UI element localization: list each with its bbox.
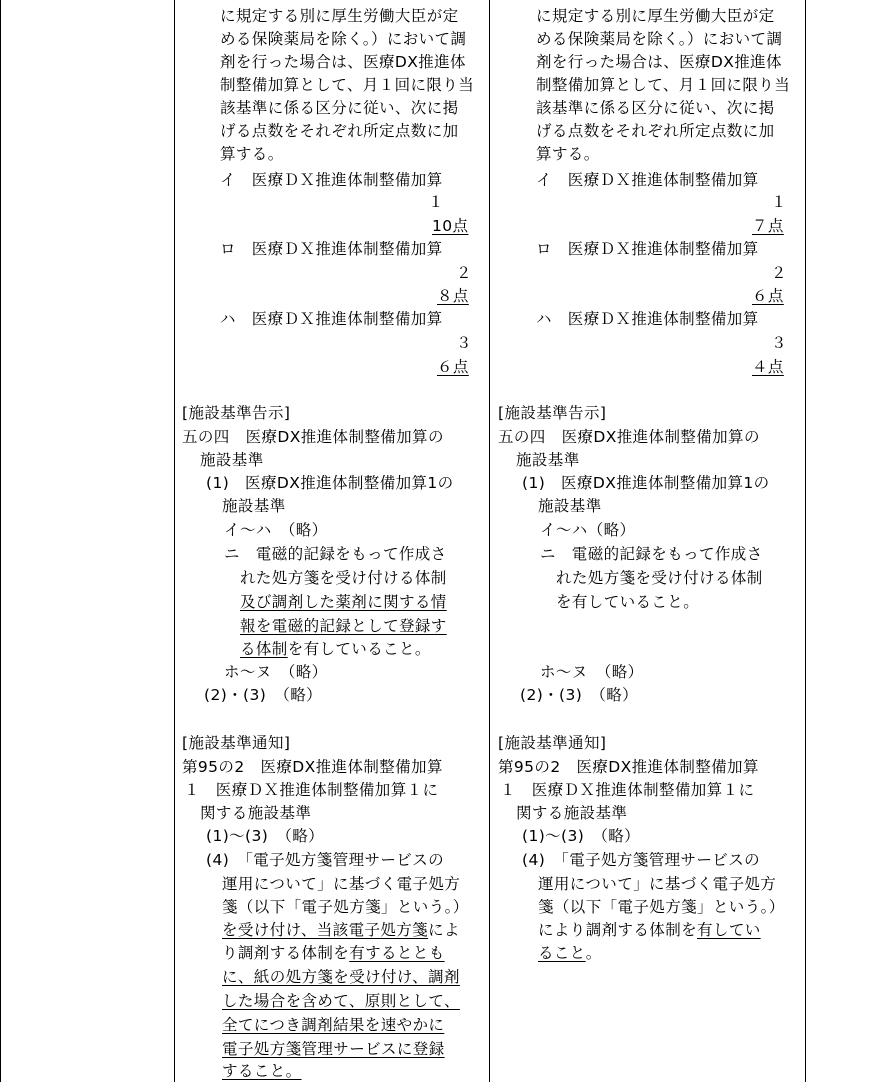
addition-item-ro-number: ２	[771, 264, 787, 282]
text-line: 剤を行った場合は、医療DX推進体	[536, 53, 782, 71]
text-line: 運用について」に基づく電子処方	[538, 875, 777, 893]
addition-item-i-points: ７点	[752, 217, 784, 235]
section-heading-tsuchi: [施設基準通知]	[182, 734, 291, 752]
addition-item-ha-label: ハ 医療ＤＸ推進体制整備加算	[220, 310, 443, 328]
text-fragment: を有していること。	[287, 640, 431, 658]
text-line: 施設基準	[516, 451, 580, 469]
text-fragment: により調剤する体制を	[538, 921, 698, 939]
comparison-table	[174, 0, 806, 1082]
text-line: 施設基準	[222, 497, 286, 515]
addition-item-i-points: 10点	[432, 217, 469, 235]
text-line: １ 医療ＤＸ推進体制整備加算１に	[184, 781, 439, 799]
addition-item-ro-points: ６点	[752, 287, 784, 305]
addition-item-ro-points: ８点	[437, 287, 469, 305]
text-line: める保険薬局を除く。）において調	[220, 30, 467, 48]
text-line	[222, 920, 460, 940]
addition-item-ro-number: ２	[456, 264, 472, 282]
text-line: 関する施設基準	[516, 804, 628, 822]
text-line-underlined: した場合を含めて、原則として、	[222, 992, 460, 1010]
text-line	[240, 639, 431, 659]
text-line	[538, 920, 761, 940]
text-line: 第95の2 医療DX推進体制整備加算	[182, 758, 443, 776]
text-line: 五の四 医療DX推進体制整備加算の	[498, 428, 760, 446]
table-border-right	[805, 0, 806, 1082]
text-line: に規定する別に厚生労働大臣が定	[536, 7, 775, 25]
text-line: 該基準に係る区分に従い、次に掲	[220, 99, 459, 117]
text-line: れた処方箋を受け付ける体制	[556, 569, 763, 587]
text-line: (4) 「電子処方箋管理サービスの	[206, 851, 445, 869]
text-line-underlined: 電子処方箋管理サービスに登録	[222, 1040, 445, 1058]
text-line: (4) 「電子処方箋管理サービスの	[522, 851, 761, 869]
text-line: れた処方箋を受け付ける体制	[240, 569, 447, 587]
text-line: (1)～(3) （略）	[206, 827, 325, 845]
text-fragment: り調剤する体制を	[222, 944, 350, 962]
text-line: 関する施設基準	[200, 804, 312, 822]
text-line-underlined: すること。	[222, 1062, 302, 1080]
underlined-fragment: 有するととも	[349, 944, 445, 962]
text-line: 施設基準	[200, 451, 264, 469]
underlined-fragment: る体制	[240, 640, 288, 658]
text-line: (1)～(3) （略）	[522, 827, 641, 845]
text-line: イ～ハ（略）	[540, 521, 636, 539]
text-fragment: 。	[585, 944, 602, 962]
section-heading-notice: [施設基準告示]	[182, 404, 291, 422]
text-line: (1) 医療DX推進体制整備加算1の	[206, 474, 454, 492]
text-line: める保険薬局を除く。）において調	[536, 30, 783, 48]
text-line: に規定する別に厚生労働大臣が定	[220, 7, 459, 25]
text-line: ニ 電磁的記録をもって作成さ	[540, 545, 763, 563]
section-heading-notice: [施設基準告示]	[498, 404, 607, 422]
text-line: イ～ハ （略）	[224, 521, 328, 539]
text-line: (2)・(3) （略）	[520, 686, 639, 704]
addition-item-ha-number: ３	[771, 334, 787, 352]
text-line: 運用について」に基づく電子処方	[222, 875, 461, 893]
current-column	[490, 0, 805, 1082]
revised-column	[174, 0, 489, 1082]
text-line-underlined: 報を電磁的記録として登録す	[240, 617, 447, 635]
addition-item-i-number: １	[771, 193, 787, 211]
page-left-border	[0, 0, 1, 1082]
text-line: (1) 医療DX推進体制整備加算1の	[522, 474, 770, 492]
text-line: ホ～ヌ （略）	[540, 663, 644, 681]
text-line	[538, 943, 602, 963]
text-line: 算する。	[220, 145, 284, 163]
text-line: げる点数をそれぞれ所定点数に加	[536, 122, 775, 140]
text-line: 制整備加算として、月１回に限り当	[536, 76, 791, 94]
addition-item-ha-points: ４点	[752, 358, 784, 376]
text-line: 制整備加算として、月１回に限り当	[220, 76, 475, 94]
addition-item-ha-points: ６点	[437, 358, 469, 376]
text-line: 施設基準	[538, 497, 602, 515]
underlined-fragment: 有してい	[697, 921, 761, 939]
text-line: ニ 電磁的記録をもって作成さ	[224, 545, 447, 563]
text-line: 箋（以下「電子処方箋」という。）	[222, 898, 469, 916]
text-line-underlined: 及び調剤した薬剤に関する情	[240, 593, 447, 611]
addition-item-ha-label: ハ 医療ＤＸ推進体制整備加算	[536, 310, 759, 328]
text-line	[222, 943, 445, 963]
underlined-fragment: ること	[538, 944, 586, 962]
addition-item-i-label: イ 医療ＤＸ推進体制整備加算	[536, 171, 759, 189]
text-line: ホ～ヌ （略）	[224, 663, 328, 681]
underlined-fragment: を受け付け、当該電子処方箋	[222, 921, 429, 939]
text-line: げる点数をそれぞれ所定点数に加	[220, 122, 459, 140]
text-line: 箋（以下「電子処方箋」という。）	[538, 898, 785, 916]
section-heading-tsuchi: [施設基準通知]	[498, 734, 607, 752]
text-line: 該基準に係る区分に従い、次に掲	[536, 99, 775, 117]
text-line-underlined: 全てにつき調剤結果を速やかに	[222, 1016, 445, 1034]
addition-item-i-label: イ 医療ＤＸ推進体制整備加算	[220, 171, 443, 189]
text-line: 第95の2 医療DX推進体制整備加算	[498, 758, 759, 776]
addition-item-ro-label: ロ 医療ＤＸ推進体制整備加算	[536, 240, 759, 258]
text-line: 算する。	[536, 145, 600, 163]
text-line: 五の四 医療DX推進体制整備加算の	[182, 428, 444, 446]
text-fragment: によ	[428, 921, 460, 939]
text-line: １ 医療ＤＸ推進体制整備加算１に	[500, 781, 755, 799]
addition-item-ha-number: ３	[456, 334, 472, 352]
addition-item-i-number: １	[428, 193, 444, 211]
text-line-underlined: に、紙の処方箋を受け付け、調剤	[222, 968, 460, 986]
text-line: を有していること。	[556, 593, 700, 611]
addition-item-ro-label: ロ 医療ＤＸ推進体制整備加算	[220, 240, 443, 258]
text-line: (2)・(3) （略）	[204, 686, 323, 704]
text-line: 剤を行った場合は、医療DX推進体	[220, 53, 466, 71]
